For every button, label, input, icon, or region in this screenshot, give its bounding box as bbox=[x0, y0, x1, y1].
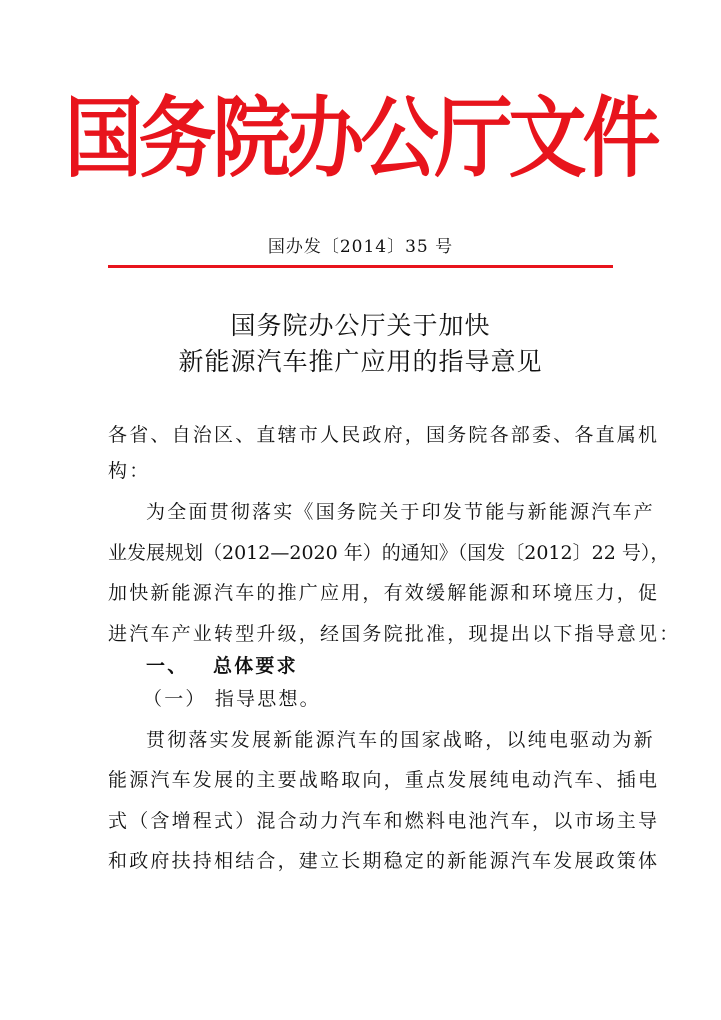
paragraph-1-line-2: 业发展规划（2012—2020 年）的通知》（国发〔2012〕22 号）， bbox=[108, 542, 670, 564]
addressee-line-2: 构： bbox=[108, 460, 151, 482]
paragraph-1-line-1: 为全面贯彻落实《国务院关于印发节能与新能源汽车产 bbox=[146, 501, 655, 523]
paragraph-2-line-1: 贯彻落实发展新能源汽车的国家战略，以纯电驱动为新 bbox=[146, 729, 655, 751]
document-masthead: 国务院办公厅文件 bbox=[64, 89, 657, 190]
section-1-number: 一、 bbox=[146, 655, 189, 677]
paragraph-1-line-4: 进汽车产业转型升级，经国务院批准，现提出以下指导意见： bbox=[108, 623, 681, 645]
addressee-line-1: 各省、自治区、直辖市人民政府，国务院各部委、各直属机 bbox=[108, 424, 660, 446]
paragraph-2-line-4: 和政府扶持相结合，建立长期稳定的新能源汽车发展政策体 bbox=[108, 850, 660, 872]
section-1-heading: 总体要求 bbox=[213, 655, 298, 677]
document-title-line-2: 新能源汽车推广应用的指导意见 bbox=[178, 347, 543, 376]
document-number: 国办发〔2014〕35 号 bbox=[267, 237, 454, 257]
subsection-1-heading: （一） 指导思想。 bbox=[143, 688, 321, 710]
document-title-line-1: 国务院办公厅关于加快 bbox=[230, 311, 491, 340]
paragraph-2-line-3: 式（含增程式）混合动力汽车和燃料电池汽车，以市场主导 bbox=[108, 810, 660, 832]
paragraph-1-line-3: 加快新能源汽车的推广应用，有效缓解能源和环境压力，促 bbox=[108, 582, 660, 604]
red-divider-rule bbox=[108, 265, 613, 268]
paragraph-2-line-2: 能源汽车发展的主要战略取向，重点发展纯电动汽车、插电 bbox=[108, 769, 660, 791]
